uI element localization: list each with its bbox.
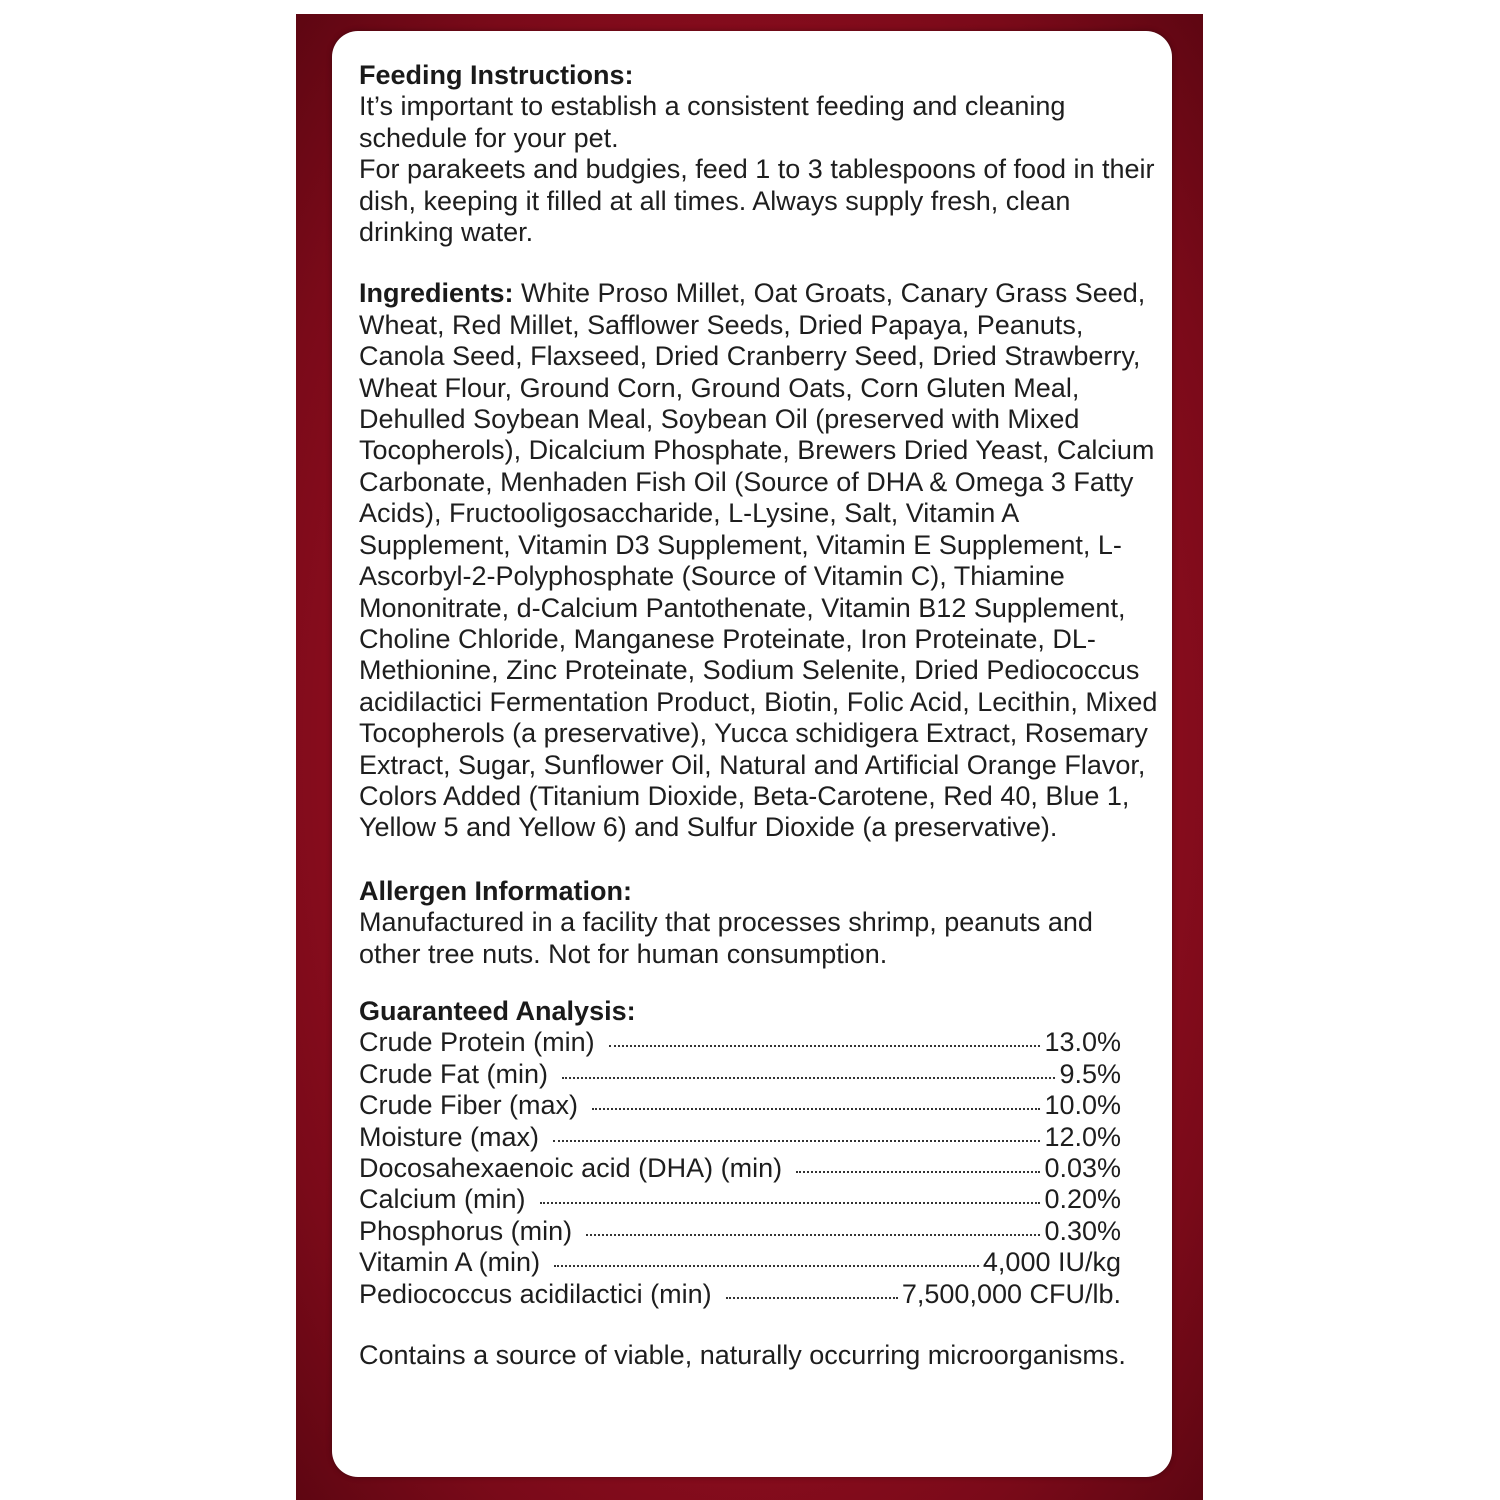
analysis-value: 0.03% xyxy=(1044,1152,1121,1183)
analysis-row xyxy=(359,1059,1121,1090)
analysis-label: Vitamin A (min) xyxy=(359,1247,541,1278)
analysis-value: 4,000 IU/kg xyxy=(982,1247,1121,1278)
feeding-text-1: It’s important to establish a consistent feeding and cleaning schedule for your pet. xyxy=(359,91,1066,153)
analysis-value: 10.0% xyxy=(1044,1090,1121,1121)
label-content xyxy=(359,60,1159,1371)
analysis-label: Phosphorus (min) xyxy=(359,1215,573,1246)
analysis-row xyxy=(359,1216,1121,1247)
dot-leader xyxy=(796,1171,1040,1173)
analysis-value: 0.30% xyxy=(1044,1215,1121,1246)
dot-leader xyxy=(609,1045,1041,1047)
analysis-label: Moisture (max) xyxy=(359,1121,540,1152)
analysis-value: 0.20% xyxy=(1044,1184,1121,1215)
analysis-label: Calcium (min) xyxy=(359,1184,526,1215)
analysis-label: Crude Fiber (max) xyxy=(359,1090,579,1121)
allergen-section xyxy=(359,876,1159,970)
guaranteed-analysis-section xyxy=(359,996,1159,1310)
analysis-row xyxy=(359,1027,1121,1058)
analysis-value: 12.0% xyxy=(1044,1121,1121,1152)
dot-leader xyxy=(554,1265,979,1267)
analysis-label: Crude Protein (min) xyxy=(359,1027,595,1058)
dot-leader xyxy=(726,1297,898,1299)
dot-leader xyxy=(592,1108,1040,1110)
analysis-label: Crude Fat (min) xyxy=(359,1058,549,1089)
dot-leader xyxy=(562,1077,1055,1079)
dot-leader xyxy=(540,1202,1041,1204)
microorganisms-note: Contains a source of viable, naturally occurring microorganisms. xyxy=(359,1339,1126,1370)
ingredients-heading: Ingredients: xyxy=(359,278,514,309)
analysis-row xyxy=(359,1153,1121,1184)
analysis-value: 9.5% xyxy=(1059,1058,1121,1089)
dot-leader xyxy=(586,1234,1040,1236)
ingredients-text: White Proso Millet, Oat Groats, Canary Grass Seed, Wheat, Red Millet, Safflower Seeds, Dried Papaya, Peanuts, Canola Seed, Flaxseed, Dried Cranberry Seed, Dried Strawberry, Wheat Flour, Ground Corn, Ground Oats, Corn Gluten Meal, Dehulled Soybean Meal, Soybean Oil (preserved with Mixed Tocopherols), Dicalcium Phosphate, Brewers Dried Yeast, Calcium Carbonate, Menhaden Fish Oil (Source of DHA & Omega 3 Fatty Acids), Fructooligosaccharide, L-Lysine, Salt, Vitamin A Supplement, Vitamin D3 Supplement, Vitamin E Supplement, L-Ascorbyl-2-Polyphosphate (Source of Vitamin C), Thiamine Mononitrate, d-Calcium Pantothenate, Vitamin B12 Supplement, Choline Chloride, Manganese Proteinate, Iron Proteinate, DL-Methionine, Zinc Proteinate, Sodium Selenite, Dried Pediococcus acidilactici Fermentation Product, Biotin, Folic Acid, Lecithin, Mixed Tocopherols (a preservative), Yucca schidigera Extract, Rosemary Extract, Sugar, Sunflower Oil, Natural and Artificial Orange Flavor, Colors Added (Titanium Dioxide, Beta-Carotene, Red 40, Blue 1, Yellow 5 and Yellow 6) and Sulfur Dioxide (a preservative). xyxy=(359,278,1158,843)
analysis-value: 13.0% xyxy=(1044,1027,1121,1058)
feeding-section xyxy=(359,60,1159,248)
feeding-text-2: For parakeets and budgies, feed 1 to 3 tablespoons of food in their dish, keeping it filled at all times. Always supply fresh, clean drinking water. xyxy=(359,154,1155,248)
analysis-label: Docosahexaenoic acid (DHA) (min) xyxy=(359,1152,783,1183)
allergen-text: Manufactured in a facility that processes shrimp, peanuts and other tree nuts. Not for human consumption. xyxy=(359,907,1093,969)
feeding-heading: Feeding Instructions: xyxy=(359,60,634,90)
analysis-heading: Guaranteed Analysis: xyxy=(359,995,636,1026)
analysis-row xyxy=(359,1090,1121,1121)
analysis-row xyxy=(359,1184,1121,1215)
analysis-value: 7,500,000 CFU/lb. xyxy=(901,1278,1121,1309)
ingredients-section xyxy=(359,278,1159,843)
analysis-row xyxy=(359,1279,1121,1310)
analysis-label: Pediococcus acidilactici (min) xyxy=(359,1278,712,1309)
analysis-row xyxy=(359,1247,1121,1278)
allergen-heading: Allergen Information: xyxy=(359,875,633,906)
dot-leader xyxy=(553,1140,1040,1142)
analysis-row xyxy=(359,1122,1121,1153)
